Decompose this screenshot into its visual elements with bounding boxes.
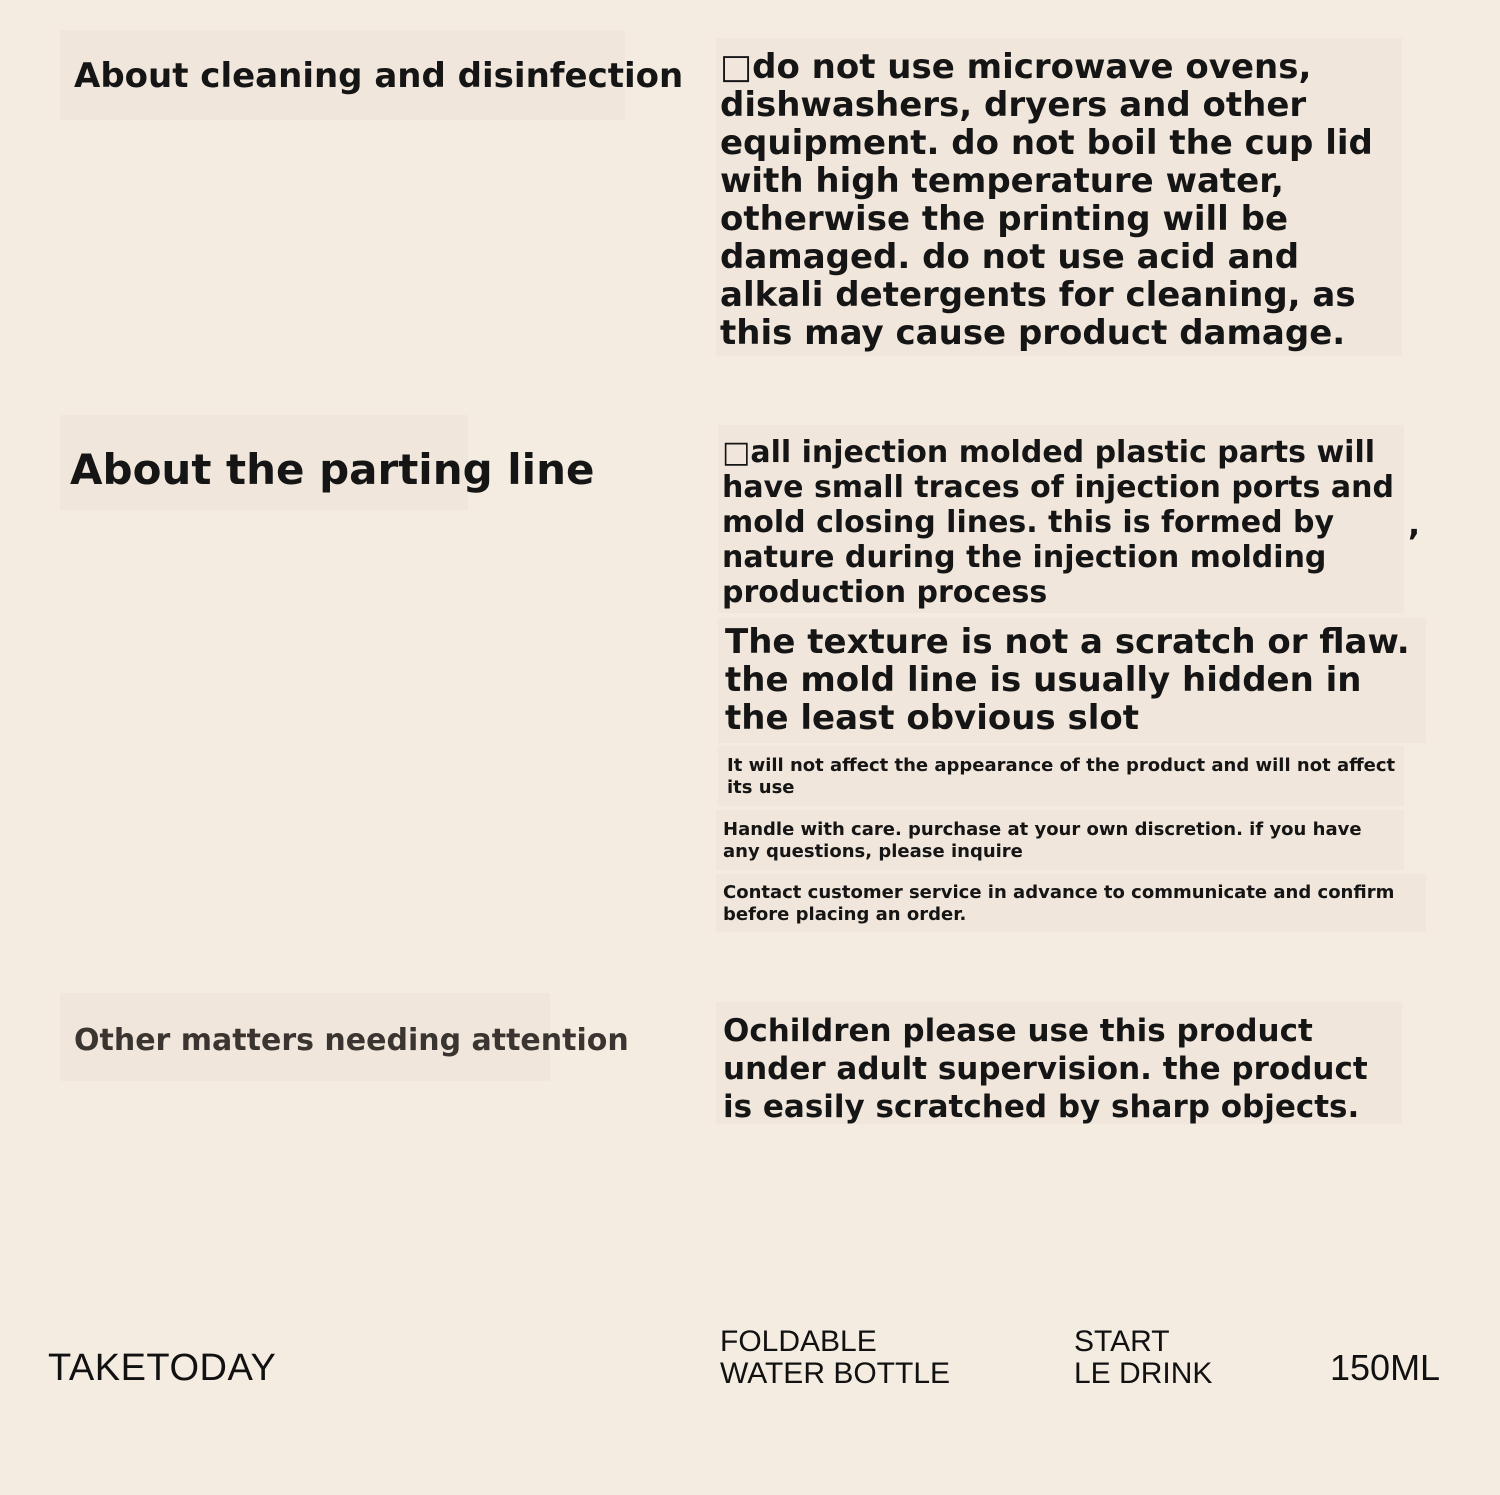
other-matters-paragraph: [716, 1002, 1402, 1124]
brand-name: TAKETODAY: [48, 1347, 277, 1389]
cleaning-text: □do not use microwave ovens, dishwashers, dryers and other equipment. do not boil the cup lid with high temperature water, otherwise the printing will be damaged. do not use acid and alkali detergents for cleaning, as this may cause product damage.: [720, 47, 1373, 353]
product-type-line-1: FOLDABLE: [720, 1325, 877, 1358]
parting-line-text-3: It will not affect the appearance of the product and will not affect its use: [727, 755, 1396, 798]
parting-line-text-5: Contact customer service in advance to communicate and confirm before placing an order.: [723, 882, 1395, 925]
heading-cleaning-text: About cleaning and disinfection: [74, 56, 684, 96]
heading-parting-line: [60, 415, 595, 510]
tagline: [1074, 1326, 1212, 1390]
tagline-line-2: LE DRINK: [1074, 1357, 1213, 1390]
parting-line-paragraph-1: [718, 425, 1404, 613]
heading-cleaning: [60, 30, 684, 120]
parting-line-paragraph-3: [718, 746, 1404, 806]
heading-other-matters: [60, 993, 629, 1081]
parting-line-paragraph-4: [716, 810, 1404, 870]
tagline-line-1: START: [1074, 1325, 1170, 1358]
heading-other-matters-text: Other matters needing attention: [74, 1023, 629, 1058]
parting-line-text-1: □all injection molded plastic parts will have small traces of injection ports and mold closing lines. this is formed by nature during the injection molding production process: [722, 435, 1394, 610]
stray-comma-mark: ,: [1408, 505, 1421, 543]
heading-parting-line-text: About the parting line: [70, 445, 595, 494]
parting-line-paragraph-2: [718, 618, 1426, 743]
parting-line-text-4: Handle with care. purchase at your own discretion. if you have any questions, please inquire: [723, 819, 1362, 862]
cleaning-instructions: [716, 38, 1402, 356]
product-type-line-2: WATER BOTTLE: [720, 1357, 951, 1390]
other-matters-text: Ochildren please use this product under adult supervision. the product is easily scratched by sharp objects.: [723, 1013, 1368, 1125]
parting-line-text-2: The texture is not a scratch or flaw. the mold line is usually hidden in the least obvious slot: [725, 622, 1410, 738]
parting-line-paragraph-5: [716, 874, 1426, 932]
capacity-label: 150ML: [1330, 1347, 1441, 1388]
product-type: [720, 1326, 950, 1390]
